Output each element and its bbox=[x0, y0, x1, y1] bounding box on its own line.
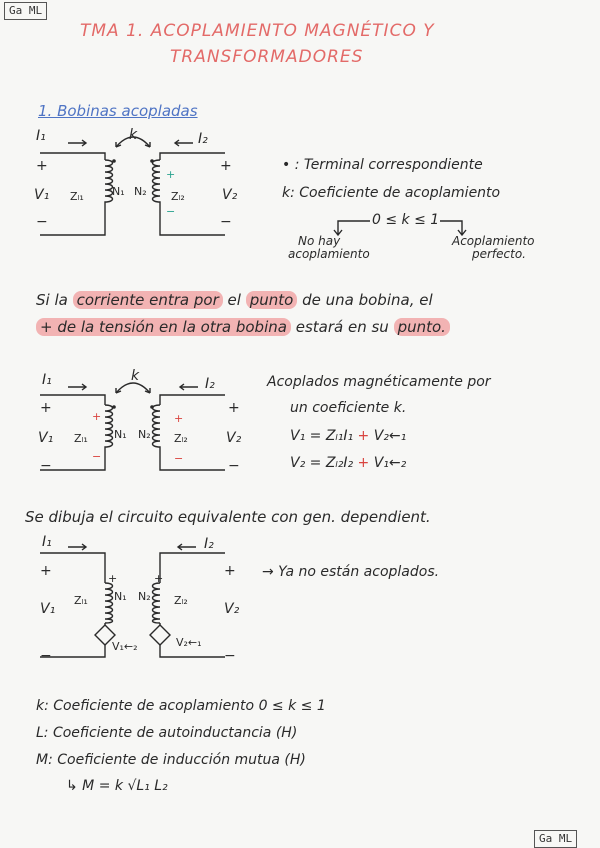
note-dot-terminal: • : Terminal correspondiente bbox=[282, 157, 483, 173]
circuit-1-diagram bbox=[28, 125, 248, 240]
c2-v2: V₂ bbox=[226, 430, 242, 446]
c3-n1: N₁ bbox=[114, 590, 127, 603]
definition-m: M: Coeficiente de inducción mutua (H) bbox=[36, 752, 306, 768]
c3-plus-right: + bbox=[224, 563, 236, 579]
c2-k-label: k bbox=[131, 368, 140, 384]
rule-text-4: estará en su bbox=[295, 318, 389, 336]
coil-2 bbox=[153, 405, 161, 455]
c3-current-i1: I₁ bbox=[42, 534, 52, 550]
c3-plus-left: + bbox=[40, 563, 52, 579]
current-arrow-1 bbox=[68, 384, 86, 390]
note-k-range: 0 ≤ k ≤ 1 bbox=[372, 212, 440, 228]
coil-2 bbox=[153, 583, 161, 623]
c1-plus-right: + bbox=[220, 158, 232, 174]
rule-text-2: el bbox=[227, 291, 241, 309]
c1-zl2: Zₗ₂ bbox=[171, 190, 185, 203]
c2-red-minus-1: − bbox=[92, 450, 102, 463]
rule-text-3: de una bobina, el bbox=[302, 291, 433, 309]
c2-current-i2: I₂ bbox=[205, 376, 215, 392]
c3-gen2-label: V₂←₁ bbox=[176, 636, 202, 649]
c3-coil1-plus: + bbox=[108, 572, 118, 585]
c2-plus-right: + bbox=[228, 400, 240, 416]
c3-v2: V₂ bbox=[224, 601, 240, 617]
coil-2 bbox=[153, 160, 161, 210]
rule-line-2 bbox=[36, 318, 450, 336]
c2-minus-right: − bbox=[228, 458, 240, 474]
formula-m: ↳ M = k √L₁ L₂ bbox=[66, 778, 168, 794]
current-arrow-2 bbox=[175, 140, 193, 146]
rule-line-1 bbox=[36, 291, 433, 309]
c1-v2: V₂ bbox=[222, 187, 238, 203]
note-acoplados: Acoplados magnéticamente por bbox=[267, 374, 491, 390]
logo-top: Ga ML bbox=[4, 2, 47, 20]
rule-highlight-punto: punto bbox=[246, 291, 298, 309]
c1-minus-right: − bbox=[220, 214, 232, 230]
note-k-coefficient: k: Coeficiente de acoplamiento bbox=[282, 185, 501, 201]
current-arrow-2 bbox=[178, 544, 196, 550]
eq2-main: V₂ = Zₗ₂I₂ bbox=[290, 455, 354, 471]
dependent-source-2 bbox=[150, 625, 170, 645]
eq2-plus: + bbox=[357, 455, 370, 471]
c1-teal-minus: − bbox=[166, 205, 176, 218]
logo-bottom: Ga ML bbox=[534, 830, 577, 848]
note-acoplamiento: acoplamiento bbox=[288, 247, 370, 261]
rule-text-1: Si la bbox=[36, 291, 68, 309]
c3-minus-right: − bbox=[224, 648, 236, 664]
note-acoplamiento-perfecto-1: Acoplamiento bbox=[452, 234, 535, 248]
eq1-main: V₁ = Zₗ₁I₁ bbox=[290, 428, 354, 444]
definition-l: L: Coeficiente de autoinductancia (H) bbox=[36, 725, 298, 741]
note-acoplamiento-perfecto-2: perfecto. bbox=[472, 247, 526, 261]
c3-current-i2: I₂ bbox=[204, 536, 214, 552]
c2-n2: N₂ bbox=[138, 428, 151, 441]
section-heading: 1. Bobinas acopladas bbox=[38, 102, 198, 120]
page-title-line2: TRANSFORMADORES bbox=[170, 47, 364, 67]
c3-zl2: Zₗ₂ bbox=[174, 594, 188, 607]
coil-1 bbox=[105, 405, 113, 455]
eq2-mutual: V₁←₂ bbox=[373, 455, 407, 471]
c3-zl1: Zₗ₁ bbox=[74, 594, 88, 607]
c3-coil2-plus: + bbox=[154, 572, 164, 585]
rule-highlight-tension: + de la tensión en la otra bobina bbox=[36, 318, 291, 336]
rule-highlight-punto-2: punto. bbox=[394, 318, 450, 336]
c1-zl1: Zₗ₁ bbox=[70, 190, 84, 203]
rule-highlight-current: corriente entra por bbox=[73, 291, 223, 309]
definition-k: k: Coeficiente de acoplamiento 0 ≤ k ≤ 1 bbox=[36, 698, 326, 714]
range-arrows bbox=[330, 215, 470, 237]
c1-current-i1: I₁ bbox=[36, 128, 46, 144]
c2-zl1: Zₗ₁ bbox=[74, 432, 88, 445]
eq1-mutual: V₂←₁ bbox=[373, 428, 407, 444]
c1-teal-plus: + bbox=[166, 168, 176, 181]
c1-minus-left: − bbox=[36, 214, 48, 230]
current-arrow-1 bbox=[68, 140, 86, 146]
equation-v2 bbox=[290, 455, 406, 471]
c1-n1: N₁ bbox=[112, 185, 125, 198]
c1-n2: N₂ bbox=[134, 185, 147, 198]
coil-1 bbox=[105, 583, 113, 623]
c2-zl2: Zₗ₂ bbox=[174, 432, 188, 445]
c1-k-label: k bbox=[129, 127, 138, 143]
note-coeficiente-k: un coeficiente k. bbox=[290, 400, 407, 416]
c2-n1: N₁ bbox=[114, 428, 127, 441]
current-arrow-1 bbox=[68, 544, 86, 550]
c2-red-plus-2: + bbox=[174, 412, 184, 425]
c2-minus-left: − bbox=[40, 458, 52, 474]
c3-minus-left: − bbox=[40, 648, 52, 664]
c3-v1: V₁ bbox=[40, 601, 56, 617]
note-no-acoplados: → Ya no están acoplados. bbox=[262, 564, 440, 580]
c3-gen1-label: V₁←₂ bbox=[112, 640, 138, 653]
equation-v1 bbox=[290, 428, 406, 444]
eq1-plus: + bbox=[357, 428, 370, 444]
page-title: TMA 1. ACOPLAMIENTO MAGNÉTICO Y bbox=[80, 21, 435, 41]
c1-v1: V₁ bbox=[34, 187, 50, 203]
current-arrow-2 bbox=[180, 384, 198, 390]
c2-v1: V₁ bbox=[38, 430, 54, 446]
c1-plus-left: + bbox=[36, 158, 48, 174]
c2-red-plus-1: + bbox=[92, 410, 102, 423]
equivalent-heading: Se dibuja el circuito equivalente con gen. dependient. bbox=[25, 508, 431, 526]
c3-n2: N₂ bbox=[138, 590, 151, 603]
c2-plus-left: + bbox=[40, 400, 52, 416]
c2-red-minus-2: − bbox=[174, 452, 184, 465]
note-no-hay: No hay bbox=[298, 234, 341, 248]
c1-current-i2: I₂ bbox=[198, 131, 208, 147]
c2-current-i1: I₁ bbox=[42, 372, 52, 388]
